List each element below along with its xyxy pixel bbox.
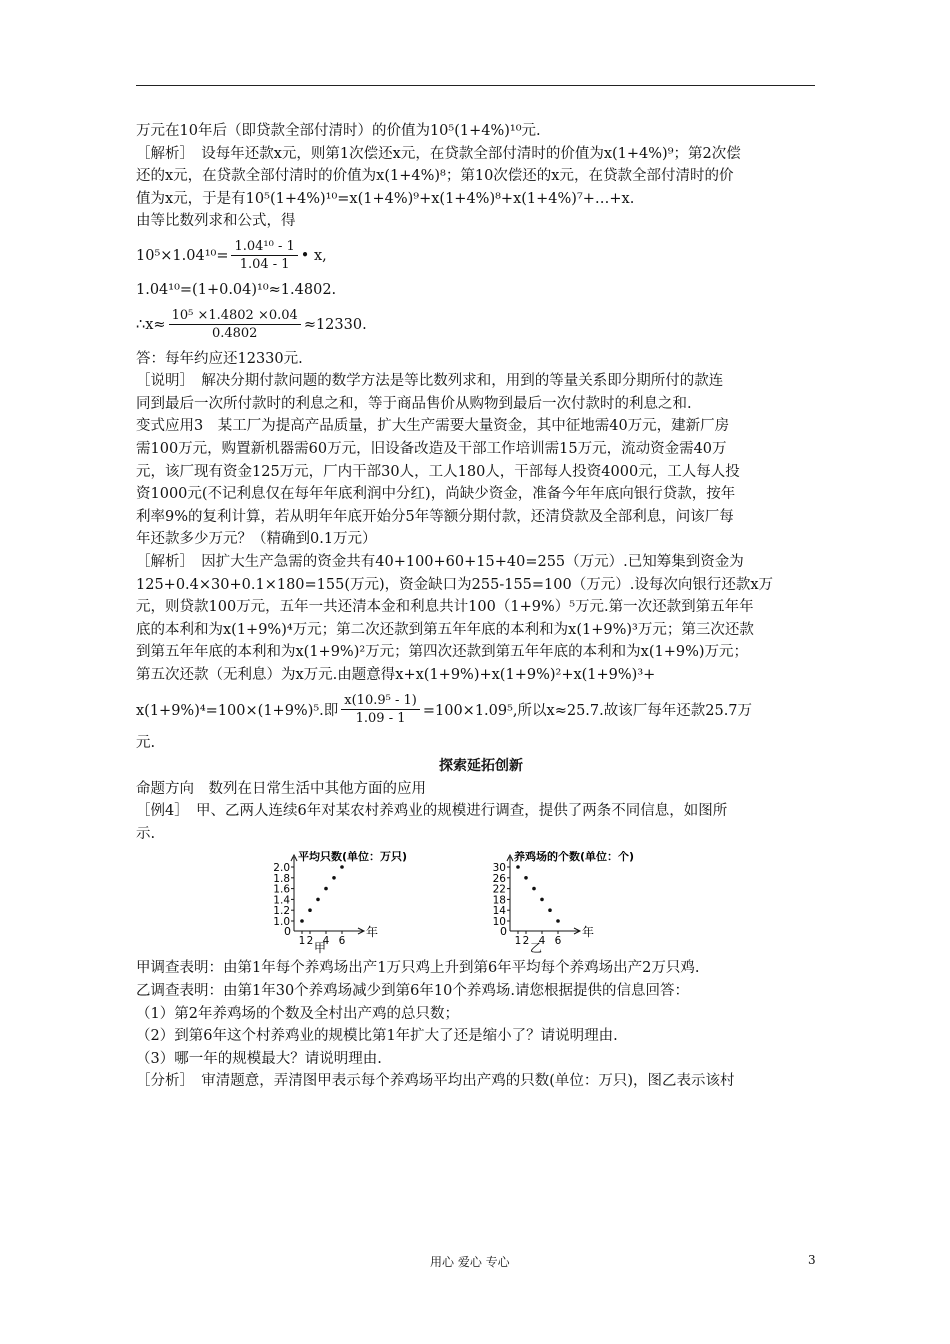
text-line: ［解析］ 设每年还款x元，则第1次偿还x元，在贷款全部付清时的价值为x(1+4%)⁹；第2次偿	[136, 145, 741, 162]
x-tick-label: 2	[306, 935, 314, 948]
text-line: 元.	[136, 735, 156, 752]
y-tick-label: 26	[492, 873, 506, 886]
data-point	[516, 866, 520, 870]
equation-2: 1.04¹⁰=(1+0.04)¹⁰≈1.4802.	[136, 281, 337, 298]
y-tick-label: 30	[492, 862, 506, 875]
x-axis-label: 年	[366, 925, 379, 940]
eq1-rhs: • x,	[300, 247, 327, 264]
text-line: 答：每年约应还12330元.	[136, 350, 303, 367]
text-line: 还的x元，在贷款全部付清时的价值为x(1+4%)⁸；第10次偿还的x元，在贷款全部付清时的价	[136, 168, 734, 185]
equation-4	[136, 686, 826, 732]
text-line: 由等比数列求和公式，得	[136, 213, 296, 230]
paragraph-block-c	[136, 778, 826, 846]
page-number: 3	[808, 1253, 816, 1267]
data-point	[532, 887, 536, 891]
data-point	[332, 876, 336, 880]
text-line: 命题方向 数列在日常生活中其他方面的应用	[136, 780, 426, 797]
eq1-denominator: 1.04 - 1	[239, 257, 290, 273]
text-line: 变式应用3 某工厂为提高产品质量，扩大生产需要大量资金，其中征地需40万元，建新厂房	[136, 418, 730, 435]
text-line: （2）到第6年这个村养鸡业的规模比第1年扩大了还是缩小了？请说明理由.	[136, 1028, 618, 1045]
eq4-denominator: 1.09 - 1	[355, 710, 406, 726]
origin-label: 0	[500, 925, 507, 939]
x-tick-label: 6	[554, 935, 562, 948]
chart-title: 平均只数(单位：万只)	[298, 851, 408, 864]
text-line: 元，则贷款100万元，五年一共还清本金和利息共计100（1+9%）⁵万元.第一次还款到第五年年	[136, 599, 754, 616]
x-tick-label: 4	[322, 935, 330, 948]
x-tick-label: 6	[338, 935, 346, 948]
x-tick-label: 4	[538, 935, 546, 948]
section-heading: 探索延拓创新	[439, 758, 523, 775]
eq4-rhs: =100×1.09⁵,所以x≈25.7.故该厂每年还款25.7万	[422, 702, 753, 719]
eq3-rhs: ≈12330.	[303, 316, 367, 333]
text-line: ［说明］ 解决分期付款问题的数学方法是等比数列求和，用到的等量关系即分期所付的款连	[136, 373, 724, 390]
text-line: 示.	[136, 825, 156, 842]
data-point	[308, 909, 312, 913]
eq1-numerator: 1.04¹⁰ - 1	[231, 238, 297, 256]
x-tick-label: 2	[522, 935, 530, 948]
eq4-fraction	[341, 692, 420, 727]
x-tick-label: 1	[298, 935, 306, 948]
chart-area	[136, 851, 826, 955]
text-line: 万元在10年后（即贷款全部付清时）的价值为10⁵(1+4%)¹⁰元.	[136, 123, 541, 139]
eq4-numerator: x(10.9⁵ - 1)	[341, 692, 420, 710]
text-line: 元，该厂现有资金125万元，厂内干部30人，工人180人，干部每人投资4000元，工人每人投	[136, 463, 740, 480]
y-tick-label: 1.4	[273, 894, 290, 907]
equation-3	[136, 302, 826, 348]
data-point	[556, 920, 560, 924]
text-line: ［分析］ 审清题意，弄清图甲表示每个养鸡场平均出产鸡的只数(单位：万只)，图乙表示该村	[136, 1073, 735, 1090]
text-line: 同到最后一次所付款时的利息之和，等于商品售价从购物到最后一次付款时的利息之和.	[136, 395, 692, 412]
footer-text: 用心 爱心 专心	[430, 1255, 510, 1269]
text-line: 第五次还款（无利息）为x万元.由题意得x+x(1+9%)+x(1+9%)²+x(1+9%)³+	[136, 666, 656, 683]
eq1-lhs: 10⁵×1.04¹⁰=	[136, 247, 229, 264]
origin-label: 0	[284, 925, 291, 939]
chart-title: 养鸡场的个数(单位：个)	[514, 851, 635, 864]
text-line: （3）哪一年的规模最大？请说明理由.	[136, 1050, 382, 1067]
data-point	[524, 876, 528, 880]
text-line: 利率9%的复利计算，若从明年年底开始分5年等额分期付款，还清贷款及全部利息，问该厂每	[136, 508, 734, 525]
chart-jia	[260, 851, 460, 955]
text-line: ［解析］ 因扩大生产急需的资金共有40+100+60+15+40=255（万元）.已知筹集到资金为	[136, 553, 744, 570]
data-point	[540, 898, 544, 902]
y-tick-label: 22	[492, 884, 506, 897]
y-tick-label: 1.6	[273, 884, 290, 897]
text-line: 甲调查表明：由第1年每个养鸡场出产1万只鸡上升到第6年平均每个养鸡场出产2万只鸡.	[136, 960, 700, 977]
text-line: 资1000元(不记利息仅在每年年底利润中分红)，尚缺少资金，准备今年年底向银行贷款，按年	[136, 486, 736, 503]
y-tick-label: 18	[492, 894, 506, 907]
equation-1	[136, 233, 826, 279]
eq3-lhs: ∴x≈	[136, 316, 166, 333]
y-tick-label: 1.0	[273, 916, 290, 929]
page-content	[136, 120, 826, 1093]
data-point	[316, 898, 320, 902]
y-tick-label: 2.0	[273, 862, 290, 875]
paragraph-block-a	[136, 120, 826, 233]
text-line: 乙调查表明：由第1年30个养鸡场减少到第6年10个养鸡场.请您根据提供的信息回答：	[136, 983, 689, 1000]
y-tick-label: 1.2	[273, 905, 290, 918]
data-point	[300, 920, 304, 924]
eq3-numerator: 10⁵ ×1.4802 ×0.04	[169, 307, 301, 325]
y-tick-label: 14	[492, 905, 506, 918]
paragraph-block-d	[136, 957, 826, 1093]
chart-label: 甲	[313, 941, 327, 956]
chart-yi	[476, 851, 676, 955]
text-line: ［例4］ 甲、乙两人连续6年对某农村养鸡业的规模进行调查，提供了两条不同信息，如图所	[136, 803, 728, 820]
text-line: 需100万元，购置新机器需60万元，旧设备改造及干部工作培训需15万元，流动资金需40万	[136, 440, 727, 457]
text-line: 125+0.4×30+0.1×180=155(万元)，资金缺口为255-155=100（万元）.设每次向银行还款x万	[136, 576, 774, 593]
text-line: 底的本利和为x(1+9%)⁴万元；第二次还款到第五年年底的本利和为x(1+9%)³万元；第三次还款	[136, 621, 754, 638]
data-point	[324, 887, 328, 891]
x-axis-label: 年	[582, 925, 595, 940]
header-rule	[136, 85, 815, 86]
eq4-lhs: x(1+9%)⁴=100×(1+9%)⁵.即	[136, 702, 339, 719]
data-point	[548, 909, 552, 913]
x-tick-label: 1	[514, 935, 522, 948]
text-line: 年还款多少万元？（精确到0.1万元）	[136, 531, 377, 548]
eq3-denominator: 0.4802	[211, 326, 258, 342]
eq3-fraction	[169, 307, 301, 342]
text-line: 到第五年年底的本利和为x(1+9%)²万元；第四次还款到第五年年底的本利和为x(1+9%)万元；	[136, 644, 749, 661]
eq1-fraction	[231, 238, 297, 273]
data-point	[340, 866, 344, 870]
y-tick-label: 1.8	[273, 873, 290, 886]
text-line: 值为x元，于是有10⁵(1+4%)¹⁰=x(1+4%)⁹+x(1+4%)⁸+x(1+4%)⁷+…+x.	[136, 190, 635, 207]
y-tick-label: 10	[492, 916, 506, 929]
paragraph-block-b	[136, 348, 826, 687]
chart-label: 乙	[529, 941, 543, 956]
text-line: （1）第2年养鸡场的个数及全村出产鸡的总只数；	[136, 1005, 459, 1022]
